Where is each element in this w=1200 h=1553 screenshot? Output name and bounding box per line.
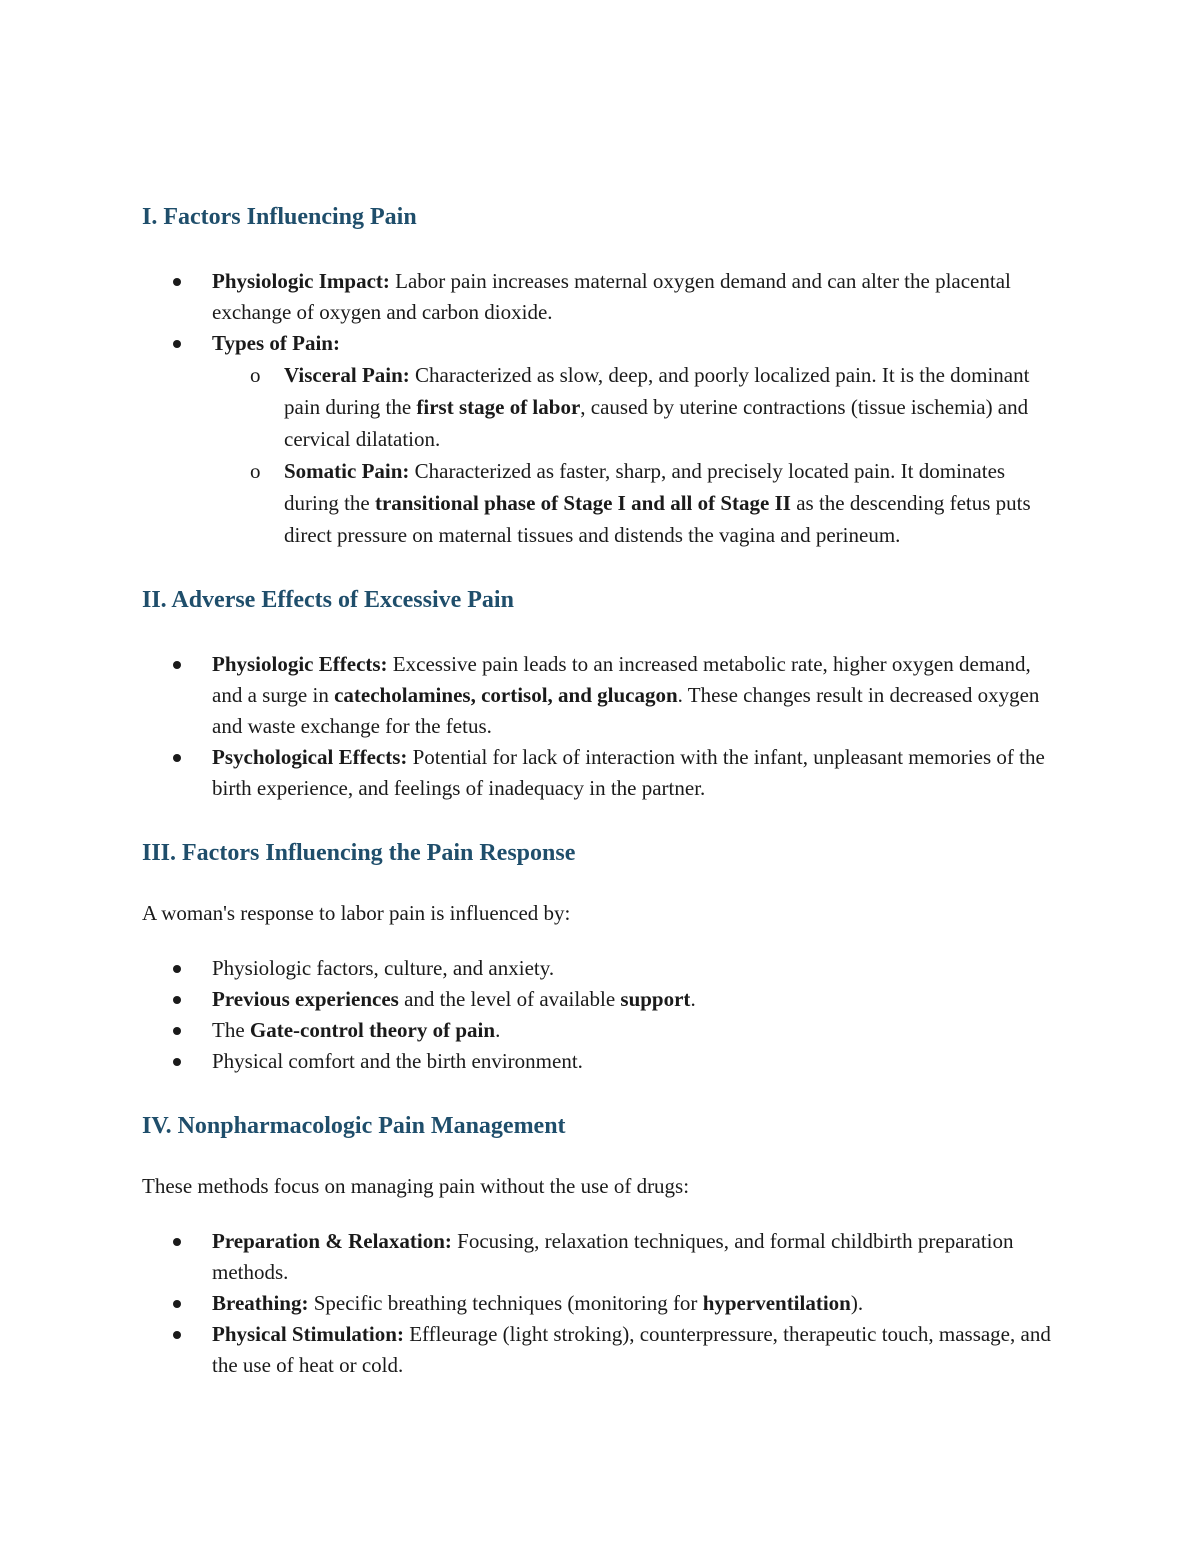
- section-3-intro: A woman's response to labor pain is influenced by:: [142, 901, 571, 925]
- list-item: Preparation & Relaxation: Focusing, relaxation techniques, and formal childbirth preparation methods.: [142, 1226, 1062, 1288]
- bullet-icon: [173, 1300, 181, 1308]
- list-item: Psychological Effects: Potential for lack of interaction with the infant, unpleasant memories of the birth experience, and feelings of inadequacy in the partner.: [142, 742, 1062, 804]
- list-item: Physical Stimulation: Effleurage (light stroking), counterpressure, therapeutic touch, massage, and the use of heat or cold.: [142, 1319, 1062, 1381]
- document-body: [142, 196, 1062, 1381]
- list-item: Types of Pain: o Visceral Pain: Characterized as slow, deep, and poorly localized pain. It is the dominant pain during the first stage of labor, caused by uterine contractions (tissue ischemia) and cervical dilatation. o Somatic Pain: Characterized as faster, sharp, and precisely located pain. It dominates during the transitional phase of Stage I and all of Stage II as the descending fetus puts direct pressure on maternal tissues and distends the vagina and perineum.: [142, 328, 1062, 551]
- section-4-intro: These methods focus on managing pain without the use of drugs:: [142, 1174, 690, 1198]
- bullet-icon: [173, 1027, 181, 1035]
- section-3-list: [142, 953, 1062, 1077]
- bullet-icon: [173, 1238, 181, 1246]
- list-item: Breathing: Specific breathing techniques (monitoring for hyperventilation).: [142, 1288, 1062, 1319]
- list-item: The Gate-control theory of pain.: [142, 1015, 1062, 1046]
- sub-list-item: o Somatic Pain: Characterized as faster, sharp, and precisely located pain. It dominates during the transitional phase of Stage I and all of Stage II as the descending fetus puts direct pressure on maternal tissues and distends the vagina and perineum.: [212, 455, 1062, 551]
- list-item: Physical comfort and the birth environment.: [142, 1046, 1062, 1077]
- bullet-icon: [173, 996, 181, 1004]
- list-item: Physiologic Effects: Excessive pain leads to an increased metabolic rate, higher oxygen demand, and a surge in catecholamines, cortisol, and glucagon. These changes result in decreased oxygen and waste exchange for the fetus.: [142, 649, 1062, 742]
- section-1-list: [142, 266, 1062, 551]
- list-item: Previous experiences and the level of available support.: [142, 984, 1062, 1015]
- bullet-icon: [173, 340, 181, 348]
- bullet-icon: [173, 278, 181, 286]
- bullet-icon: [173, 754, 181, 762]
- sub-list-item: o Visceral Pain: Characterized as slow, deep, and poorly localized pain. It is the dominant pain during the first stage of labor, caused by uterine contractions (tissue ischemia) and cervical dilatation.: [212, 359, 1062, 455]
- list-item: Physiologic Impact: Labor pain increases maternal oxygen demand and can alter the placental exchange of oxygen and carbon dioxide.: [142, 266, 1062, 328]
- section-heading-4: IV. Nonpharmacologic Pain Management: [142, 1113, 566, 1139]
- circle-bullet-icon: o: [250, 363, 261, 387]
- section-heading-1: I. Factors Influencing Pain: [142, 204, 417, 230]
- bullet-icon: [173, 661, 181, 669]
- section-2-list: [142, 649, 1062, 804]
- bullet-icon: [173, 1058, 181, 1066]
- section-heading-3: III. Factors Influencing the Pain Response: [142, 840, 576, 866]
- types-of-pain-sublist: [212, 359, 1062, 551]
- section-heading-2: II. Adverse Effects of Excessive Pain: [142, 587, 514, 613]
- bullet-icon: [173, 965, 181, 973]
- section-4-list: [142, 1226, 1062, 1381]
- circle-bullet-icon: o: [250, 459, 261, 483]
- bullet-icon: [173, 1331, 181, 1339]
- list-item: Physiologic factors, culture, and anxiety.: [142, 953, 1062, 984]
